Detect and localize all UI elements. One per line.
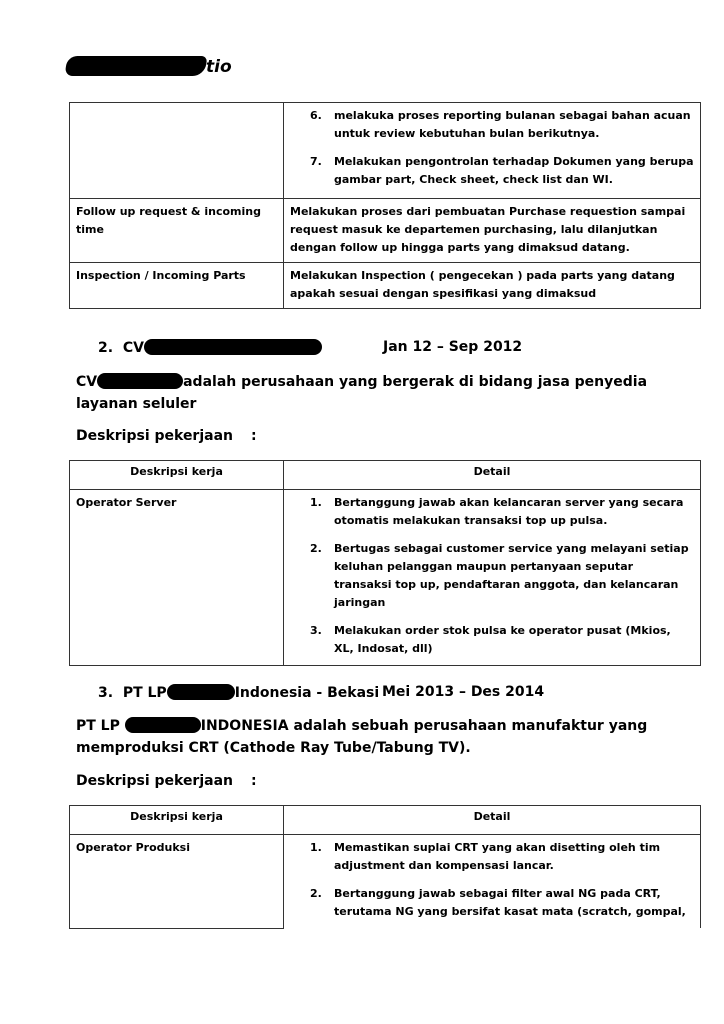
detail-list xyxy=(290,107,694,189)
list-text: Bertanggung jawab sebagai filter awal NG pada CRT, terutama NG yang bersifat kasat mata (scratch, gompal, xyxy=(334,887,686,918)
column-header: Deskripsi kerja xyxy=(70,806,284,835)
list-text: Melakukan pengontrolan terhadap Dokumen yang berupa gambar part, Check sheet, check list dan WI. xyxy=(334,155,694,186)
list-number: 2. xyxy=(310,542,322,555)
employment-period: Jan 12 – Sep 2012 xyxy=(383,339,523,355)
table-cell-detail xyxy=(284,103,701,199)
label-colon: : xyxy=(251,428,257,444)
table-cell-label: Inspection / Incoming Parts xyxy=(70,263,284,309)
job-table-section-2 xyxy=(69,460,701,666)
list-number: 3. xyxy=(310,624,322,637)
job-table-section-3 xyxy=(69,805,701,929)
company-name: CV xyxy=(122,340,144,356)
table-cell-label: Operator Server xyxy=(70,490,284,666)
list-text: Bertugas sebagai customer service yang melayani setiap keluhan pelanggan maupun pertanyaan seputar transaksi top up, pendaftaran anggota, dan kelancaran jaringan xyxy=(334,542,689,609)
detail-list xyxy=(290,839,694,921)
redaction-mark xyxy=(125,717,201,733)
company-name: CV xyxy=(76,374,98,390)
section-3-heading xyxy=(98,684,658,701)
heading-visible-text: tio xyxy=(206,57,232,77)
column-header: Detail xyxy=(284,806,701,835)
table-row xyxy=(70,490,701,666)
table-row xyxy=(70,103,701,199)
list-item xyxy=(310,540,694,612)
column-header: Deskripsi kerja xyxy=(70,461,284,490)
table-cell-detail: Melakukan proses dari pembuatan Purchase requestion sampai request masuk ke departemen purchasing, lalu dilanjutkan dengan follow up hingga parts yang dimaksud datang. xyxy=(284,199,701,263)
table-cell-detail: Melakukan Inspection ( pengecekan ) pada parts yang datang apakah sesuai dengan spesifikasi yang dimaksud xyxy=(284,263,701,309)
redaction-mark xyxy=(167,684,235,700)
document-heading xyxy=(66,56,232,80)
list-text: Memastikan suplai CRT yang akan disetting oleh tim adjustment dan kompensasi lancar. xyxy=(334,841,661,872)
table-cell-label: Operator Produksi xyxy=(70,835,284,929)
redaction-mark xyxy=(144,339,322,355)
redaction-mark xyxy=(65,56,208,76)
table-row xyxy=(70,263,701,309)
list-text: Bertanggung jawab akan kelancaran server yang secara otomatis melakukan transaksi top up pulsa. xyxy=(334,496,684,527)
label-colon: : xyxy=(251,773,257,789)
description-text: INDONESIA adalah sebuah perusahaan manufaktur yang memproduksi CRT (Cathode Ray Tube/Tabung TV). xyxy=(76,718,648,756)
column-header: Detail xyxy=(284,461,701,490)
table-header-row xyxy=(70,461,701,490)
section-number: 2. xyxy=(98,340,114,356)
list-number: 2. xyxy=(310,887,322,900)
detail-list xyxy=(290,494,694,658)
table-row xyxy=(70,835,701,929)
job-description-label xyxy=(76,773,257,789)
section-2-heading xyxy=(98,339,658,356)
list-item xyxy=(310,494,694,530)
list-item xyxy=(310,107,694,143)
table-cell-detail xyxy=(284,835,701,929)
list-number: 1. xyxy=(310,841,322,854)
list-text: Melakukan order stok pulsa ke operator pusat (Mkios, XL, Indosat, dll) xyxy=(334,624,671,655)
table-row xyxy=(70,199,701,263)
table-cell-label: Follow up request & incoming time xyxy=(70,199,284,263)
label-text: Deskripsi pekerjaan xyxy=(76,428,234,444)
company-description xyxy=(76,371,676,415)
redaction-mark xyxy=(97,373,183,389)
list-item xyxy=(310,885,694,921)
company-location: Indonesia - Bekasi xyxy=(234,685,380,701)
employment-period: Mei 2013 – Des 2014 xyxy=(382,684,545,700)
list-number: 6. xyxy=(310,109,322,122)
list-number: 7. xyxy=(310,155,322,168)
list-number: 1. xyxy=(310,496,322,509)
list-item xyxy=(310,839,694,875)
company-description xyxy=(76,715,676,759)
section-number: 3. xyxy=(98,685,114,701)
description-text: adalah perusahaan yang bergerak di bidang jasa penyedia layanan seluler xyxy=(76,374,648,412)
company-name: PT LP xyxy=(76,718,120,734)
table-header-row xyxy=(70,806,701,835)
table-cell-detail xyxy=(284,490,701,666)
list-item xyxy=(310,153,694,189)
job-description-label xyxy=(76,428,257,444)
job-table-previous xyxy=(69,102,701,309)
list-item xyxy=(310,622,694,658)
table-cell-empty xyxy=(70,103,284,199)
company-name: PT LP xyxy=(122,685,167,701)
label-text: Deskripsi pekerjaan xyxy=(76,773,234,789)
list-text: melakuka proses reporting bulanan sebagai bahan acuan untuk review kebutuhan bulan berikutnya. xyxy=(334,109,691,140)
